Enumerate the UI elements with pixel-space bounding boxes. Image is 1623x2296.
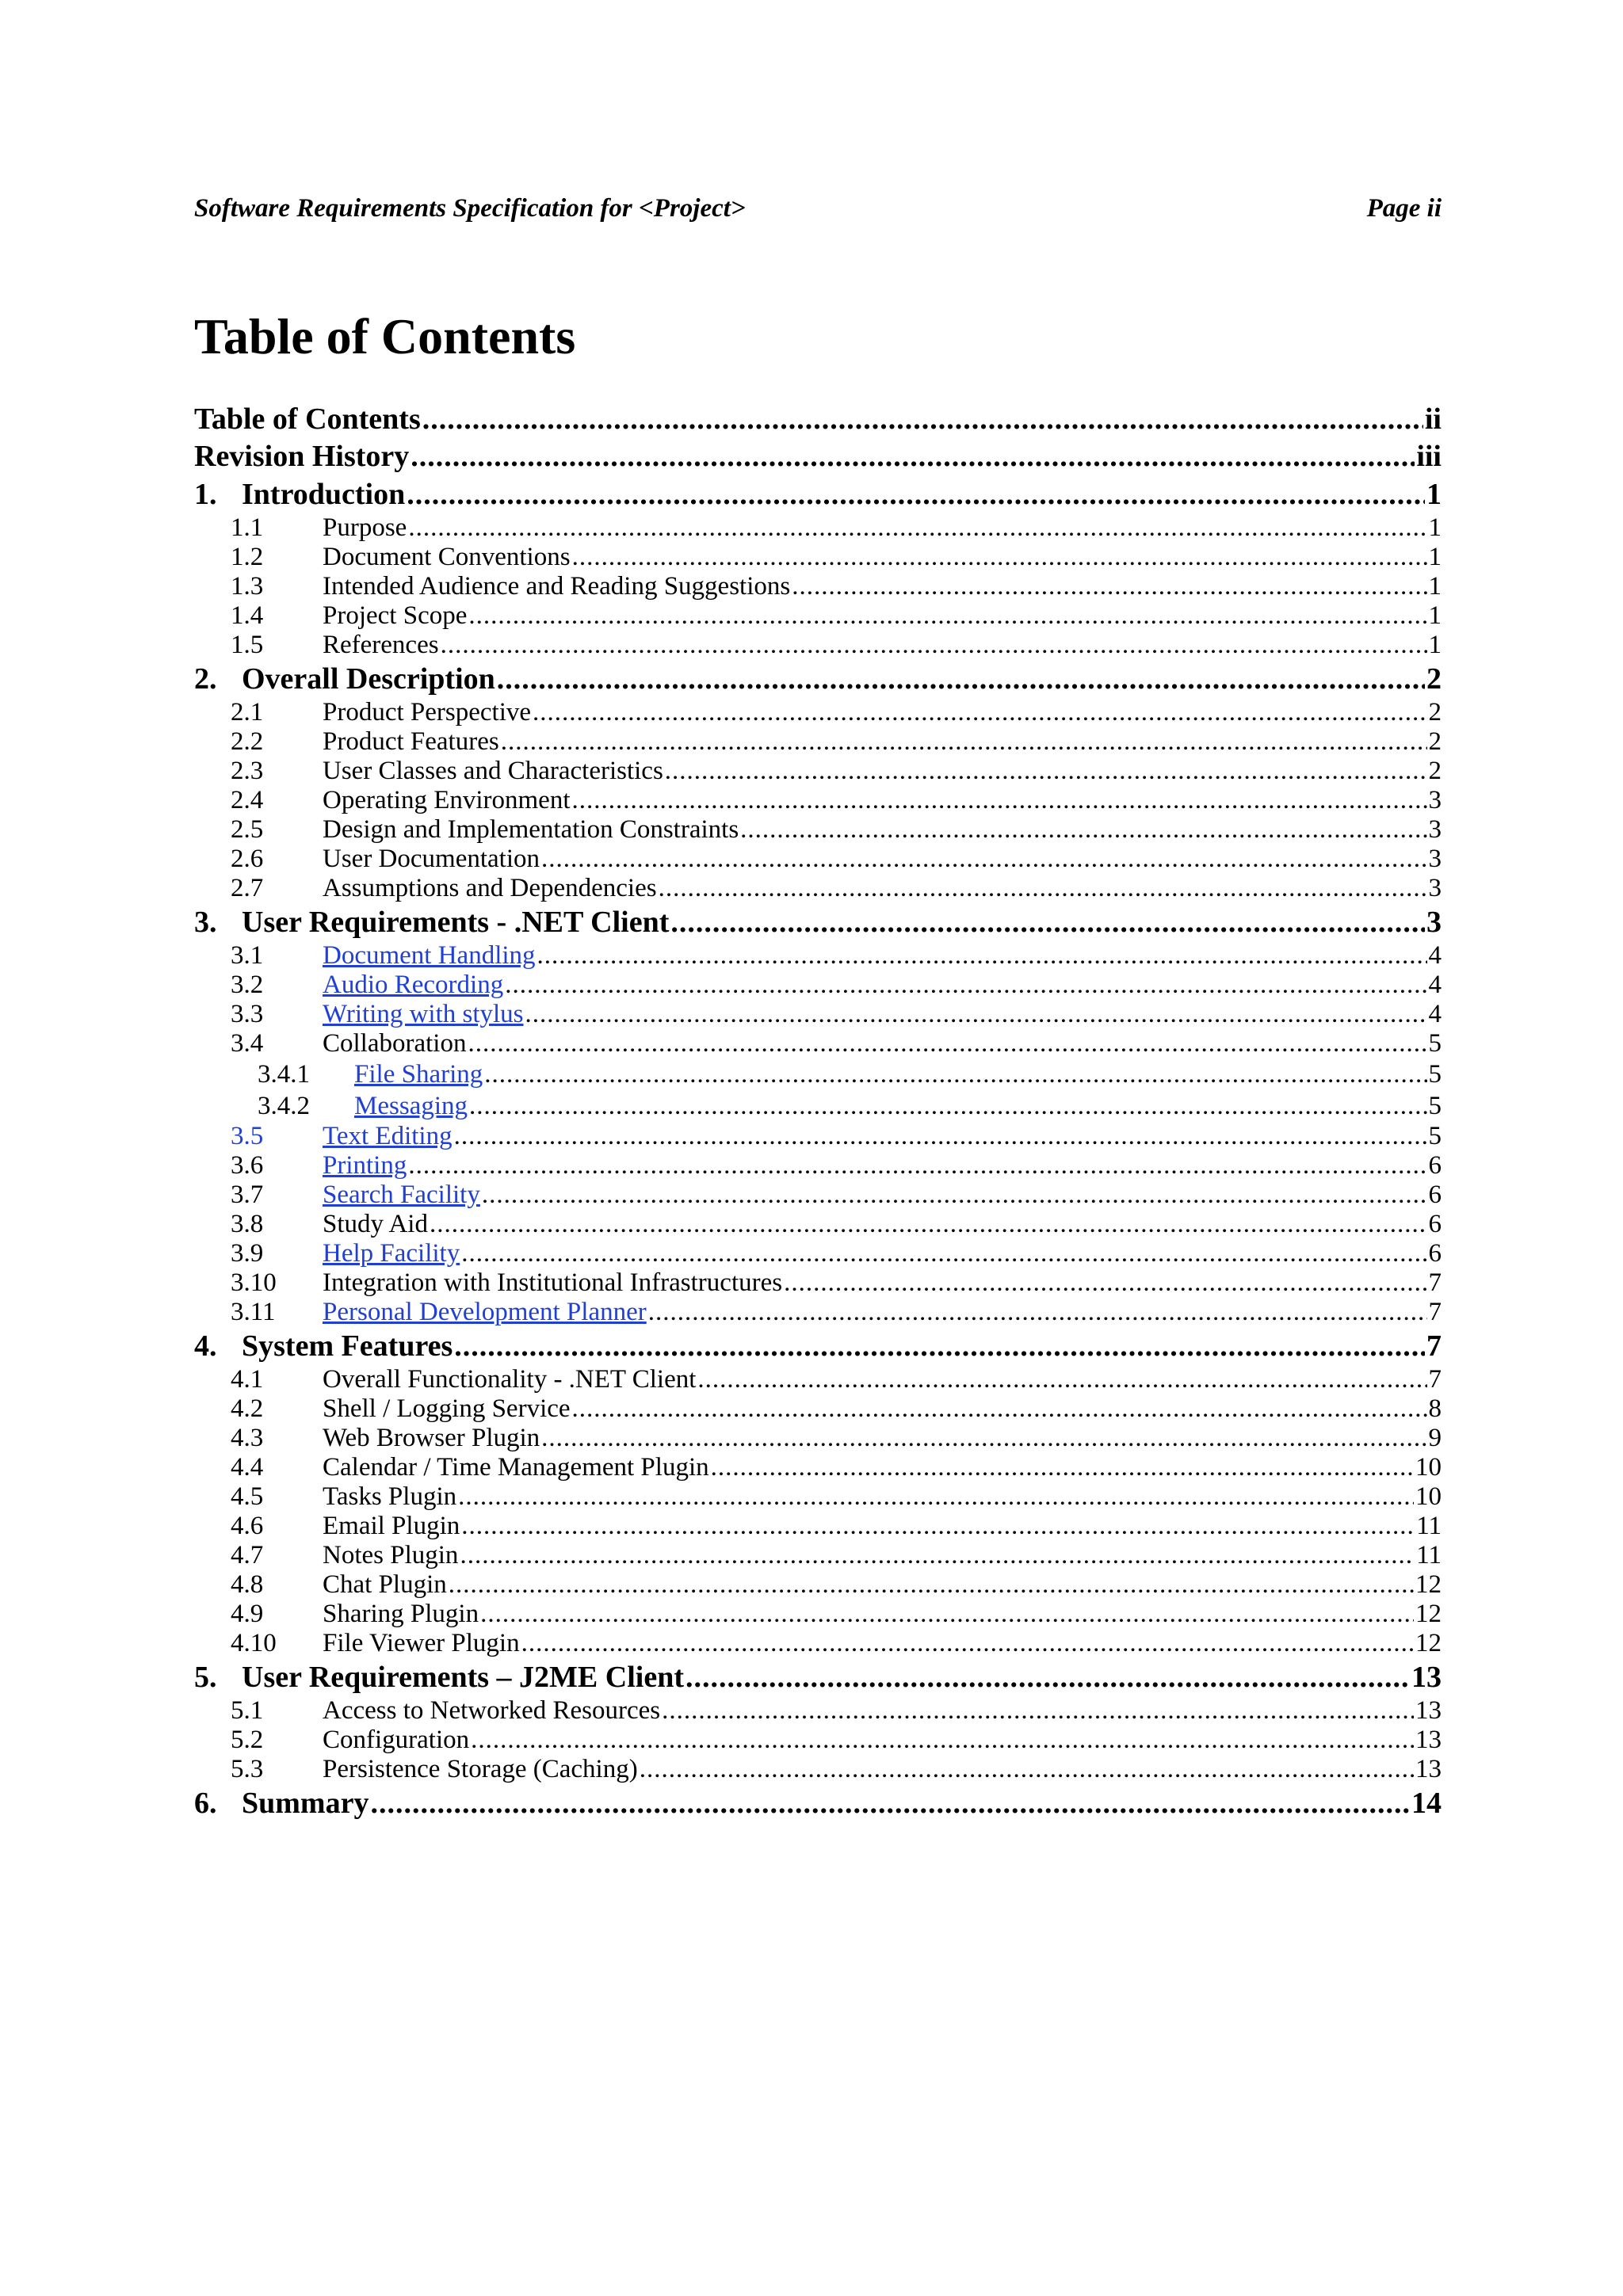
toc-entry-number: 2.4 [231,786,264,814]
toc-entry [194,845,1442,874]
toc-entry-link[interactable]: Text Editing [323,1122,453,1150]
toc-entry-title: Email Plugin [323,1512,460,1540]
toc-entry-page: 11 [1416,1512,1442,1540]
toc-entry-page: 1 [1428,631,1442,659]
toc-entry-page: 7 [1428,1365,1442,1394]
toc-dot-leader [572,543,1427,572]
toc-entry-title: Intended Audience and Reading Suggestions [323,572,791,601]
toc-entry-number: 2.1 [231,698,264,727]
toc-entry-number: 3.1 [231,941,264,970]
toc-entry-title: Product Features [323,727,499,756]
toc-entry[interactable] [194,1180,1442,1210]
toc-entry-page: 2 [1428,757,1442,785]
toc-dot-leader [792,572,1426,601]
toc-entry-title: Configuration [323,1726,470,1754]
toc-entry[interactable] [194,1000,1442,1029]
toc-dot-leader [454,1122,1427,1151]
toc-entry [194,1210,1442,1239]
toc-entry-number: 3. [194,906,217,939]
toc-entry [194,543,1442,572]
toc-entry[interactable] [194,1239,1442,1268]
toc-entry[interactable] [194,971,1442,1000]
toc-dot-leader [482,1180,1427,1210]
toc-entry-title: Introduction [242,478,406,511]
toc-entry [194,1570,1442,1600]
toc-entry-title: File Viewer Plugin [323,1629,520,1657]
toc-entry-page: 8 [1428,1394,1442,1423]
toc-dot-leader [497,660,1425,698]
toc-entry-page: 4 [1428,941,1442,970]
toc-dot-leader [422,400,1423,437]
toc-entry-number: 1.1 [231,513,264,542]
toc-entry-title: User Requirements - .NET Client [242,906,670,939]
toc-entry-link[interactable]: Messaging [354,1092,468,1120]
toc-entry-page: 2 [1428,698,1442,727]
toc-entry-title: Chat Plugin [323,1570,447,1599]
toc-entry [194,1424,1442,1453]
toc-entry-title: Tasks Plugin [323,1482,457,1511]
toc-entry [194,400,1442,437]
toc-entry-page: 5 [1428,1122,1442,1150]
toc-entry-page: 2 [1426,662,1442,696]
toc-entry-number: 1.3 [231,572,264,601]
toc-entry-page: 3 [1428,845,1442,873]
toc-dot-leader [572,786,1427,815]
toc-entry-number: 4.9 [231,1600,264,1628]
toc-entry-page: 7 [1428,1268,1442,1297]
toc-entry-number: 3.10 [231,1268,277,1297]
toc-entry-number: 3.6 [231,1151,264,1180]
toc-entry-number: 3.7 [231,1180,264,1209]
toc-dot-leader [541,845,1426,874]
toc-entry-link[interactable]: File Sharing [354,1060,483,1089]
toc-dot-leader [670,903,1425,941]
toc-entry-page: 1 [1428,513,1442,542]
toc-entry-title: User Requirements – J2ME Client [242,1661,684,1694]
toc-dot-leader [537,941,1427,971]
toc-entry [194,1327,1442,1365]
toc-dot-leader [484,1058,1426,1090]
toc-entry-title: Document Conventions [323,543,571,571]
toc-entry [194,757,1442,786]
toc-entry-page: 13 [1415,1696,1442,1725]
toc-entry [194,1268,1442,1298]
toc-entry-number: 3.3 [231,1000,264,1028]
toc-entry-title: Summary [242,1787,369,1820]
toc-entry[interactable] [194,1090,1442,1122]
toc-entry [194,786,1442,815]
toc-entry [194,1541,1442,1570]
toc-entry [194,1600,1442,1629]
toc-entry-title: Notes Plugin [323,1541,459,1569]
toc-dot-leader [430,1210,1427,1239]
toc-entry-title: Overall Functionality - .NET Client [323,1365,697,1394]
toc-entry [194,874,1442,903]
toc-entry-title: Persistence Storage (Caching) [323,1755,638,1783]
toc-dot-leader [469,1090,1427,1122]
toc-dot-leader [468,601,1426,631]
toc-entry [194,572,1442,601]
toc-entry-page: 1 [1426,478,1442,511]
toc-dot-leader [501,727,1427,757]
page-title: Table of Contents [194,308,576,364]
page-header [194,194,1442,234]
toc-dot-leader [458,1482,1414,1512]
toc-entry[interactable] [194,941,1442,971]
toc-entry-page: 4 [1428,1000,1442,1028]
toc-entry-page: 3 [1426,906,1442,939]
toc-entry-number: 2. [194,662,217,696]
toc-entry[interactable] [194,1122,1442,1151]
toc-entry-page: 12 [1415,1570,1442,1599]
toc-entry-number: 4. [194,1329,217,1363]
toc-entry-number: 4.1 [231,1365,264,1394]
toc-dot-leader [460,1541,1415,1570]
toc-entry [194,727,1442,757]
toc-entry-page: 7 [1428,1298,1442,1326]
toc-entry [194,601,1442,631]
toc-entry-number: 2.7 [231,874,264,902]
toc-entry-page: 3 [1428,786,1442,814]
toc-entry-title: User Documentation [323,845,540,873]
toc-entry-title: Purpose [323,513,407,542]
toc-dot-leader [370,1784,1410,1822]
toc-entry-page: 13 [1415,1755,1442,1783]
toc-entry-number: 5.2 [231,1726,264,1754]
toc-entry [194,1512,1442,1541]
toc-entry-page: 2 [1428,727,1442,756]
toc-entry-number: 3.11 [231,1298,276,1326]
toc-entry-title: Web Browser Plugin [323,1424,540,1452]
toc-entry-link[interactable]: Search Facility [323,1180,480,1209]
toc-entry-page: 6 [1428,1239,1442,1268]
toc-entry-number: 1. [194,478,217,511]
toc-entry [194,1453,1442,1482]
toc-entry [194,1629,1442,1658]
toc-entry-title: Product Perspective [323,698,532,727]
toc-dot-leader [784,1268,1426,1298]
toc-entry-page: 4 [1428,971,1442,999]
toc-entry-page: 1 [1428,601,1442,630]
toc-entry [194,1029,1442,1058]
toc-dot-leader [711,1453,1414,1482]
toc-entry [194,660,1442,698]
toc-entry-link[interactable]: Audio Recording [323,971,504,999]
toc-dot-leader [541,1424,1426,1453]
toc-entry [194,513,1442,543]
toc-entry-number: 3.2 [231,971,264,999]
toc-dot-leader [449,1570,1414,1600]
toc-entry-number: 1.5 [231,631,264,659]
toc-dot-leader [648,1298,1427,1327]
toc-entry-page: 12 [1415,1629,1442,1657]
toc-dot-leader [408,1151,1426,1180]
toc-dot-leader [640,1755,1414,1784]
toc-entry-number: 3.4.1 [258,1060,310,1089]
toc-entry [194,1365,1442,1394]
toc-entry [194,815,1442,845]
toc-entry-title: Design and Implementation Constraints [323,815,739,844]
toc-entry-page: 1 [1428,572,1442,601]
toc-entry [194,1658,1442,1696]
toc-entry-number: 4.6 [231,1512,264,1540]
toc-entry-page: 14 [1411,1787,1442,1820]
header-page-number: Page ii [1366,194,1442,223]
toc-entry-page: 13 [1415,1726,1442,1754]
toc-entry-title: Assumptions and Dependencies [323,874,657,902]
toc-dot-leader [408,513,1426,543]
toc-dot-leader [697,1365,1426,1394]
toc-entry-page: 5 [1428,1060,1442,1089]
toc-dot-leader [740,815,1426,845]
toc-entry-page: iii [1416,440,1442,473]
toc-dot-leader [659,874,1427,903]
toc-entry-page: 6 [1428,1151,1442,1180]
toc-entry [194,1784,1442,1822]
toc-entry[interactable] [194,1298,1442,1327]
toc-dot-leader [468,1029,1426,1058]
toc-entry-title: Calendar / Time Management Plugin [323,1453,709,1482]
toc-entry[interactable] [194,1151,1442,1180]
toc-entry-title: Operating Environment [323,786,571,814]
toc-entry-number: 4.10 [231,1629,277,1657]
toc-entry-number: 2.6 [231,845,264,873]
toc-entry-page: 6 [1428,1180,1442,1209]
toc-entry [194,437,1442,475]
toc-entry-link[interactable]: Printing [323,1151,407,1180]
toc-entry-number: 2.2 [231,727,264,756]
toc-entry-number: 5.1 [231,1696,264,1725]
toc-entry [194,1696,1442,1726]
toc-entry-number: 4.2 [231,1394,264,1423]
toc-entry-number: 4.4 [231,1453,264,1482]
toc-entry [194,1755,1442,1784]
toc-entry-title: Study Aid [323,1210,428,1238]
toc-entry-title: Sharing Plugin [323,1600,479,1628]
toc-entry-number: 3.4 [231,1029,264,1058]
toc-dot-leader [461,1512,1415,1541]
toc-entry-title: References [323,631,439,659]
toc-entry-number: 5.3 [231,1755,264,1783]
table-of-contents [194,400,1442,1822]
toc-entry-number: 4.7 [231,1541,264,1569]
toc-entry-number: 1.4 [231,601,264,630]
toc-entry-page: 1 [1428,543,1442,571]
toc-entry-link[interactable]: Personal Development Planner [323,1298,647,1326]
toc-entry [194,1482,1442,1512]
toc-entry-number: 1.2 [231,543,264,571]
toc-entry-page: 7 [1426,1329,1442,1363]
toc-entry-number: 2.5 [231,815,264,844]
toc-entry-number: 3.9 [231,1239,264,1268]
toc-entry-link[interactable]: Document Handling [323,941,536,970]
header-document-title: Software Requirements Specification for <Project> [194,194,746,223]
toc-entry-link[interactable]: Writing with stylus [323,1000,524,1028]
toc-entry-title: Collaboration [323,1029,467,1058]
toc-entry [194,1394,1442,1424]
toc-entry-page: 5 [1428,1029,1442,1058]
toc-entry-title: Integration with Institutional Infrastructures [323,1268,783,1297]
toc-entry-page: 11 [1416,1541,1442,1569]
toc-entry-page: 3 [1428,874,1442,902]
toc-entry-title: Access to Networked Resources [323,1696,661,1725]
toc-entry [194,1726,1442,1755]
toc-dot-leader [407,475,1425,513]
toc-dot-leader [572,1394,1427,1424]
toc-entry-title: Revision History [194,440,410,473]
toc-entry-title: Table of Contents [194,402,421,436]
toc-entry-number: 2.3 [231,757,264,785]
toc-dot-leader [505,971,1426,1000]
toc-entry-number: 3.4.2 [258,1092,310,1120]
toc-dot-leader [480,1600,1414,1629]
toc-dot-leader [525,1000,1427,1029]
toc-dot-leader [461,1239,1426,1268]
toc-dot-leader [411,437,1415,475]
toc-dot-leader [454,1327,1425,1365]
toc-entry-page: ii [1424,402,1442,436]
toc-entry-number: 4.8 [231,1570,264,1599]
toc-entry-title: System Features [242,1329,453,1363]
toc-entry-page: 10 [1415,1482,1442,1511]
toc-entry-title: Shell / Logging Service [323,1394,571,1423]
toc-entry-number: 3.5 [231,1122,264,1150]
toc-entry-page: 9 [1428,1424,1442,1452]
toc-entry [194,631,1442,660]
toc-entry-title: User Classes and Characteristics [323,757,663,785]
toc-entry-page: 5 [1428,1092,1442,1120]
toc-dot-leader [685,1658,1410,1696]
toc-dot-leader [665,757,1427,786]
toc-dot-leader [441,631,1427,660]
toc-entry [194,698,1442,727]
toc-entry [194,475,1442,513]
toc-dot-leader [471,1726,1414,1755]
toc-entry-number: 4.3 [231,1424,264,1452]
toc-entry-page: 13 [1411,1661,1442,1694]
toc-entry-link[interactable]: Help Facility [323,1239,460,1268]
toc-entry-title: Project Scope [323,601,468,630]
toc-entry-page: 12 [1415,1600,1442,1628]
toc-dot-leader [533,698,1426,727]
toc-entry-page: 6 [1428,1210,1442,1238]
toc-entry-number: 6. [194,1787,217,1820]
toc-entry-title: Overall Description [242,662,495,696]
toc-dot-leader [662,1696,1414,1726]
toc-dot-leader [521,1629,1414,1658]
toc-entry [194,903,1442,941]
toc-entry-page: 3 [1428,815,1442,844]
toc-entry-page: 10 [1415,1453,1442,1482]
toc-entry-number: 4.5 [231,1482,264,1511]
toc-entry-number: 3.8 [231,1210,264,1238]
toc-entry[interactable] [194,1058,1442,1090]
toc-entry-number: 5. [194,1661,217,1694]
